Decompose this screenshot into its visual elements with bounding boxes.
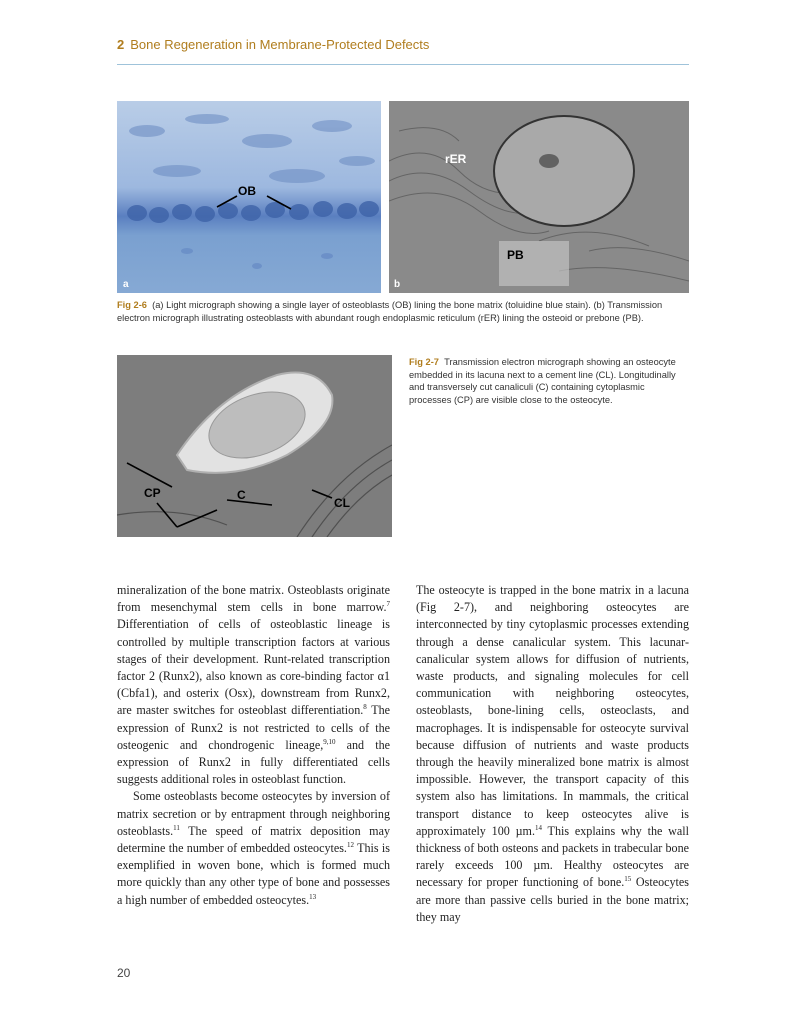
text-span: The speed of matrix deposition may determine the number of embedded osteocytes. [117, 823, 390, 856]
caption-fig-2-6-text: (a) Light micrograph showing a single layer of osteoblasts (OB) lining the bone matrix (toluidine blue stain). (b) Transmission electron micrograph illustrating osteoblasts with abundant rough endoplasmic reticulum (rER) lining the osteoid or prebone (PB). [117, 300, 663, 323]
page-number: 20 [117, 966, 131, 980]
left-paragraph-1 [117, 582, 390, 788]
annotation-c: C [237, 488, 246, 502]
micrograph-image-b [389, 101, 689, 293]
right-paragraph-1 [416, 582, 689, 926]
figure-2-7-electron-micrograph [117, 355, 392, 537]
caption-fig-2-7-id: Fig 2-7 [409, 357, 439, 367]
reference-superscript: 12 [346, 841, 354, 850]
text-span: Osteocytes are more than passive cells buried in the bone matrix; they may [416, 875, 689, 924]
running-header [117, 37, 687, 61]
left-paragraph-2 [117, 788, 390, 908]
reference-superscript: 15 [624, 875, 632, 884]
micrograph-image-2-7 [117, 355, 392, 537]
reference-superscript: 8 [363, 703, 367, 712]
reference-superscript: 13 [309, 892, 317, 901]
caption-fig-2-6-id: Fig 2-6 [117, 300, 147, 310]
figure-2-6a-light-micrograph [117, 101, 381, 293]
text-span: This explains why the wall thickness of both osteons and packets in trabecular bone rarely exceeds 100 µm. Healthy osteocytes are necessary for proper functioning of bone. [416, 823, 689, 890]
reference-superscript: 14 [534, 823, 542, 832]
panel-label-a: a [123, 279, 129, 290]
annotation-pb: PB [507, 248, 524, 262]
caption-fig-2-6 [117, 299, 689, 324]
reference-superscript: 9,10 [323, 737, 336, 746]
text-span: This is exemplified in woven bone, which is formed much more quickly than any other type of bone and possesses a high number of embedded osteocytes. [117, 841, 391, 907]
chapter-title: Bone Regeneration in Membrane-Protected Defects [130, 37, 430, 52]
caption-fig-2-7 [409, 356, 689, 406]
chapter-number: 2 [117, 37, 125, 52]
text-span: and the expression of Runx2 in fully differentiated cells suggests additional roles in osteoblast function. [117, 737, 390, 787]
annotation-cl: CL [334, 496, 350, 510]
text-span: Some osteoblasts become osteocytes by inversion of matrix secretion or by entrapment through neighboring osteoblasts. [117, 789, 390, 838]
reference-superscript: 7 [386, 600, 390, 609]
header-rule [117, 64, 689, 65]
annotation-rer: rER [445, 152, 467, 166]
reference-superscript: 11 [173, 823, 180, 832]
text-span: The osteocyte is trapped in the bone matrix in a lacuna (Fig 2-7), and neighboring osteocytes are interconnected by tiny cytoplasmic processes extending through a dense canalicular system. This lacunar-canalicular system allows for diffusion of nutrients, waste products, and signaling molecules for cell communication with neighboring osteocytes, osteoblasts, bone-lining cells, osteoclasts, and macrophages. It is indispensable for osteocyte survival because diffusion of nutrients and waste products through the heavily mineralized bone matrix is almost impossible. However, the transport capacity of this system also has limitations. In mammals, the critical transport distance to keep osteocytes alive is approximately 100 µm. [416, 583, 689, 838]
caption-fig-2-7-text: Transmission electron micrograph showing an osteocyte embedded in its lacuna next to a cement line (CL). Longitudinally and transversely cut canaliculi (C) containing cytoplasmic processes (CP) are visible close to the osteocyte. [409, 357, 676, 405]
panel-label-b: b [394, 279, 401, 290]
annotation-ob: OB [238, 184, 256, 198]
text-span: The expression of Runx2 is not restricted to cells of the osteogenic and chondrogenic lineage, [117, 703, 391, 752]
body-right-column [416, 582, 689, 926]
annotation-cp: CP [144, 486, 161, 500]
figure-2-6b-electron-micrograph [389, 101, 689, 293]
body-left-column [117, 582, 390, 909]
micrograph-image-a [117, 101, 381, 293]
text-span: mineralization of the bone matrix. Osteoblasts originate from mesenchymal stem cells in bone marrow. [117, 583, 390, 615]
text-span: Differentiation of cells of osteoblastic lineage is controlled by multiple transcription factors at various stages of their development. Runt-related transcription factor 2 (Runx2), also known as core-binding factor α1 (Cbfa1), and osterix (Osx), downstream from Runx2, are master switches for osteoblast differentiation. [117, 617, 390, 718]
